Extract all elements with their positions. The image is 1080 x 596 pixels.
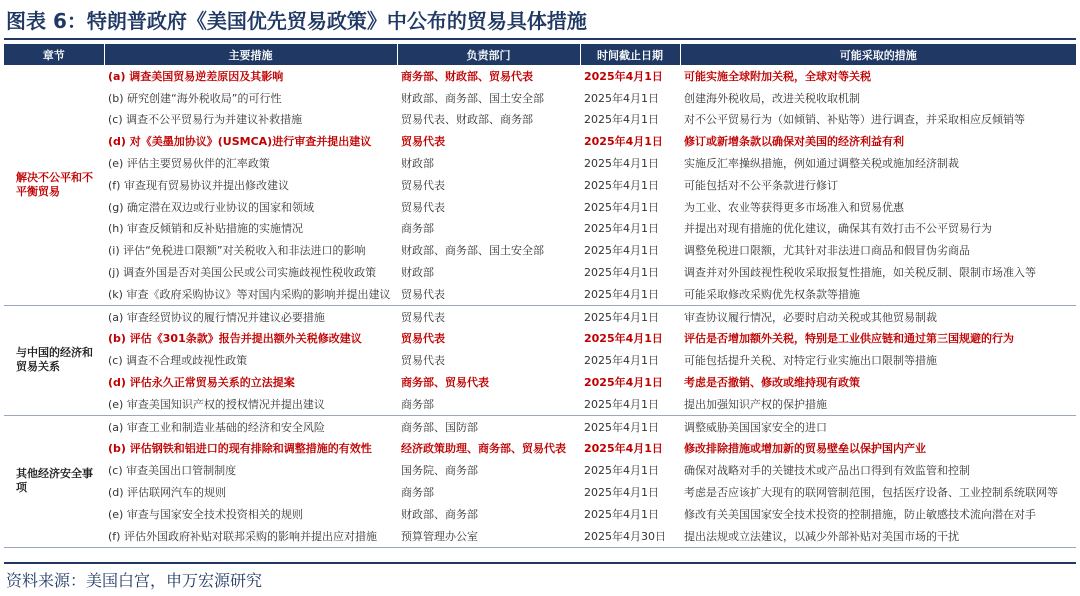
action-cell: 考虑是否撤销、修改或维持现有政策 <box>684 376 860 390</box>
measure-cell: (c) 审查美国出口管制制度 <box>108 464 237 478</box>
deadline-cell: 2025年4月1日 <box>584 178 659 192</box>
measure-cell: (b) 评估钢铁和铝进口的现有排除和调整措施的有效性 <box>108 442 372 456</box>
title-rule <box>4 38 1076 40</box>
deadline-cell: 2025年4月1日 <box>584 354 659 368</box>
deadline-cell: 2025年4月1日 <box>584 266 659 280</box>
dept-cell: 商务部 <box>397 393 580 415</box>
chapter-cell: 与中国的经济和贸易关系 <box>4 305 104 415</box>
deadline-cell: 2025年4月1日 <box>584 376 663 390</box>
dept-cell: 贸易代表 <box>401 135 445 149</box>
deadline-cell: 2025年4月1日 <box>584 332 663 346</box>
table-row <box>4 371 1076 393</box>
action-cell: 确保对战略对手的关键技术或产品出口得到有效监管和控制 <box>684 464 970 478</box>
dept-cell: 贸易代表 <box>397 283 580 305</box>
table-row <box>4 328 1076 350</box>
deadline-cell: 2025年4月1日 <box>584 69 663 83</box>
table-header-row <box>4 44 1076 65</box>
measure-cell: (f) 审查现有贸易协议并提出修改建议 <box>108 178 289 192</box>
header-measure: 主要措施 <box>104 44 397 65</box>
header-deadline: 时间截止日期 <box>580 44 680 65</box>
action-cell: 实施反汇率操纵措施，例如通过调整关税或施加经济制裁 <box>684 157 959 171</box>
deadline-cell: 2025年4月1日 <box>584 91 659 105</box>
table-row <box>4 130 1076 152</box>
dept-cell: 商务部、财政部、贸易代表 <box>401 69 533 83</box>
dept-cell: 商务部、国防部 <box>401 420 478 434</box>
dept-cell: 贸易代表 <box>401 178 445 192</box>
table-row <box>4 349 1076 371</box>
header-action: 可能采取的措施 <box>680 44 1076 65</box>
measure-cell: (j) 调查外国是否对美国公民或公司实施歧视性税收政策 <box>108 266 377 280</box>
dept-cell: 国务院、商务部 <box>401 464 478 478</box>
dept-cell: 财政部 <box>401 266 434 280</box>
action-cell: 修改有关美国国家安全技术投资的控制措施，防止敏感技术流向潜在对手 <box>684 507 1036 521</box>
action-cell: 调整威胁美国国家安全的进口 <box>684 420 827 434</box>
dept-cell: 预算管理办公室 <box>397 525 580 547</box>
deadline-cell: 2025年4月30日 <box>580 525 680 547</box>
action-cell: 创建海外税收局，改进关税收取机制 <box>684 91 860 105</box>
action-cell: 考虑是否应该扩大现有的联网管制范围，包括医疗设备、工业控制系统联网等 <box>684 486 1058 500</box>
dept-cell: 财政部、商务部、国土安全部 <box>401 91 544 105</box>
measure-cell: (d) 对《美墨加协议》(USMCA)进行审查并提出建议 <box>108 135 372 149</box>
measure-cell: (a) 调查美国贸易逆差原因及其影响 <box>108 69 284 83</box>
measure-cell: (g) 确定潜在双边或行业协议的国家和领域 <box>108 200 315 214</box>
dept-cell: 商务部 <box>401 486 434 500</box>
table-row <box>4 174 1076 196</box>
table-row <box>4 261 1076 283</box>
table-body <box>4 65 1076 547</box>
table-row <box>4 438 1076 460</box>
action-cell: 审查协议履行情况，必要时启动关税或其他贸易制裁 <box>684 310 937 324</box>
dept-cell: 贸易代表 <box>401 310 445 324</box>
dept-cell: 商务部 <box>401 222 434 236</box>
action-cell: 可能采取修改采购优先权条款等措施 <box>680 283 1076 305</box>
table-row <box>4 65 1076 87</box>
measure-cell: (a) 审查工业和制造业基础的经济和安全风险 <box>108 420 325 434</box>
measure-cell: (i) 评估“免税进口限额”对关税收入和非法进口的影响 <box>108 244 366 258</box>
figure-title: 图表 6：特朗普政府《美国优先贸易政策》中公布的贸易具体措施 <box>6 9 587 33</box>
measure-cell: (f) 评估外国政府补贴对联邦采购的影响并提出应对措施 <box>104 525 397 547</box>
measure-cell: (a) 审查经贸协议的履行情况并建议必要措施 <box>108 310 325 324</box>
table-row <box>4 305 1076 327</box>
deadline-cell: 2025年4月1日 <box>584 244 659 258</box>
table-row <box>4 152 1076 174</box>
action-cell: 调查并对外国歧视性税收采取报复性措施，如关税反制、限制市场准入等 <box>684 266 1036 280</box>
table-row <box>4 109 1076 131</box>
table-row <box>4 415 1076 437</box>
table-row <box>4 218 1076 240</box>
table-row <box>4 283 1076 305</box>
table-row <box>4 481 1076 503</box>
measure-cell: (k) 审查《政府采购协议》等对国内采购的影响并提出建议 <box>104 283 397 305</box>
action-cell: 修改排除措施或增加新的贸易壁垒以保护国内产业 <box>684 442 926 456</box>
measure-cell: (b) 评估《301条款》报告并提出额外关税修改建议 <box>108 332 362 346</box>
action-cell: 调整免税进口限额，尤其针对非法进口商品和假冒伪劣商品 <box>684 244 970 258</box>
deadline-cell: 2025年4月1日 <box>584 135 663 149</box>
deadline-cell: 2025年4月1日 <box>580 393 680 415</box>
action-cell: 可能包括对不公平条款进行修订 <box>684 178 838 192</box>
action-cell: 可能包括提升关税、对特定行业实施出口限制等措施 <box>684 354 937 368</box>
action-cell: 评估是否增加额外关税，特别是工业供应链和通过第三国规避的行为 <box>684 332 1014 346</box>
table-row <box>4 393 1076 415</box>
deadline-cell: 2025年4月1日 <box>584 310 659 324</box>
table-row <box>4 503 1076 525</box>
action-cell: 对不公平贸易行为（如倾销、补贴等）进行调查，并采取相应反倾销等 <box>684 113 1025 127</box>
dept-cell: 商务部、贸易代表 <box>401 376 489 390</box>
deadline-cell: 2025年4月1日 <box>584 486 659 500</box>
measure-cell: (c) 调查不合理或歧视性政策 <box>108 354 248 368</box>
deadline-cell: 2025年4月1日 <box>584 507 659 521</box>
measure-cell: (d) 评估永久正常贸易关系的立法提案 <box>108 376 295 390</box>
chapter-cell: 其他经济安全事项 <box>4 415 104 547</box>
measure-cell: (e) 评估主要贸易伙伴的汇率政策 <box>108 157 270 171</box>
deadline-cell: 2025年4月1日 <box>584 200 659 214</box>
header-dept: 负责部门 <box>397 44 580 65</box>
deadline-cell: 2025年4月1日 <box>584 222 659 236</box>
table-row <box>4 239 1076 261</box>
table-row <box>4 459 1076 481</box>
deadline-cell: 2025年4月1日 <box>580 283 680 305</box>
bottom-rule <box>4 562 1076 564</box>
action-cell: 提出法规或立法建议，以减少外部补贴对美国市场的干扰 <box>680 525 1076 547</box>
measure-cell: (c) 调查不公平贸易行为并建议补救措施 <box>108 113 303 127</box>
measure-cell: (h) 审查反倾销和反补贴措施的实施情况 <box>108 222 304 236</box>
dept-cell: 贸易代表 <box>401 354 445 368</box>
chapter-cell: 解决不公平和不平衡贸易 <box>4 65 104 305</box>
table-row <box>4 196 1076 218</box>
action-cell: 为工业、农业等获得更多市场准入和贸易优惠 <box>684 200 904 214</box>
measure-cell: (e) 审查美国知识产权的授权情况并提出建议 <box>104 393 397 415</box>
table-row <box>4 525 1076 547</box>
action-cell: 修订或新增条款以确保对美国的经济利益有利 <box>684 135 904 149</box>
deadline-cell: 2025年4月1日 <box>584 464 659 478</box>
source-note: 资料来源：美国白宫，申万宏源研究 <box>6 571 263 590</box>
dept-cell: 财政部、商务部、国土安全部 <box>401 244 544 258</box>
dept-cell: 贸易代表、财政部、商务部 <box>401 113 533 127</box>
action-cell: 并提出对现有措施的优化建议，确保其有效打击不公平贸易行为 <box>684 222 992 236</box>
deadline-cell: 2025年4月1日 <box>584 157 659 171</box>
dept-cell: 财政部 <box>401 157 434 171</box>
deadline-cell: 2025年4月1日 <box>584 420 659 434</box>
measure-cell: (b) 研究创建“海外税收局”的可行性 <box>108 91 282 105</box>
deadline-cell: 2025年4月1日 <box>584 442 663 456</box>
action-cell: 可能实施全球附加关税，全球对等关税 <box>684 69 871 83</box>
dept-cell: 财政部、商务部 <box>401 507 478 521</box>
table-row <box>4 87 1076 109</box>
deadline-cell: 2025年4月1日 <box>584 113 659 127</box>
dept-cell: 贸易代表 <box>401 332 445 346</box>
header-chapter: 章节 <box>4 44 104 65</box>
dept-cell: 经济政策助理、商务部、贸易代表 <box>401 442 566 456</box>
measure-cell: (e) 审查与国家安全技术投资相关的规则 <box>108 507 303 521</box>
measures-table <box>4 44 1076 548</box>
dept-cell: 贸易代表 <box>401 200 445 214</box>
action-cell: 提出加强知识产权的保护措施 <box>680 393 1076 415</box>
measure-cell: (d) 评估联网汽车的规则 <box>108 486 227 500</box>
